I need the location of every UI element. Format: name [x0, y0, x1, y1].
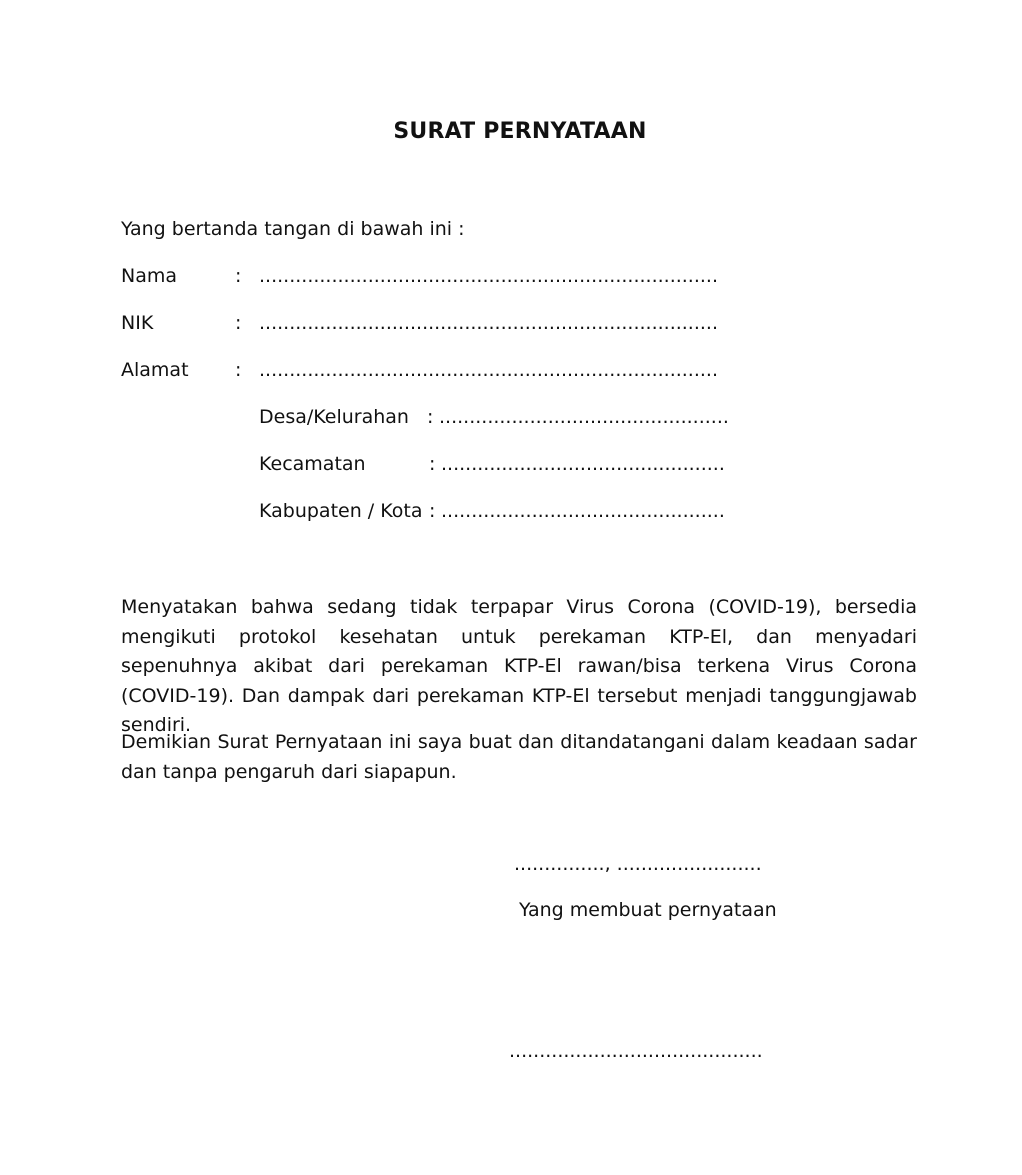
field-alamat: [121, 359, 718, 381]
field-colon-kecamatan: :: [429, 453, 436, 475]
field-blank-alamat: ............................................................................: [259, 359, 719, 381]
field-colon-kabupaten: :: [429, 500, 436, 522]
place-date-line: ..............., ........................: [514, 853, 762, 875]
field-label-kecamatan: Kecamatan: [259, 453, 366, 475]
maker-label: Yang membuat pernyataan: [519, 899, 777, 921]
field-label-nik: NIK: [121, 312, 154, 334]
field-blank-desa: ................................................: [439, 406, 729, 428]
closing-paragraph: Demikian Surat Pernyataan ini saya buat dan ditandatangani dalam keadaan sadar dan tanpa pengaruh dari siapapun.: [121, 731, 917, 783]
field-blank-kecamatan: ...............................................: [441, 453, 725, 475]
field-desa: [259, 406, 729, 428]
field-label-kabupaten: Kabupaten / Kota: [259, 500, 423, 522]
field-label-desa: Desa/Kelurahan: [259, 406, 409, 428]
field-blank-nik: ............................................................................: [259, 312, 719, 334]
field-nama: [121, 265, 718, 287]
field-label-nama: Nama: [121, 265, 178, 287]
field-colon-alamat: :: [235, 359, 242, 381]
intro-text: Yang bertanda tangan di bawah ini :: [121, 218, 465, 240]
signature-line: ..........................................: [509, 1040, 763, 1062]
statement-paragraph: Menyatakan bahwa sedang tidak terpapar Virus Corona (COVID-19), bersedia mengikuti protokol kesehatan untuk perekaman KTP-El, dan menyadari sepenuhnya akibat dari perekaman KTP-El rawan/bisa terkena Virus Corona (COVID-19). Dan dampak dari perekaman KTP-El tersebut menjadi tanggungjawab sendiri.: [121, 596, 917, 736]
field-colon-desa: :: [427, 406, 434, 428]
field-label-alamat: Alamat: [121, 359, 189, 381]
field-nik: [121, 312, 718, 334]
field-blank-nama: ............................................................................: [259, 265, 719, 287]
field-kecamatan: [259, 453, 725, 475]
field-kabupaten: [259, 500, 725, 522]
field-blank-kabupaten: ...............................................: [441, 500, 725, 522]
field-colon-nik: :: [235, 312, 242, 334]
document-title: SURAT PERNYATAAN: [393, 119, 647, 144]
field-colon-nama: :: [235, 265, 242, 287]
